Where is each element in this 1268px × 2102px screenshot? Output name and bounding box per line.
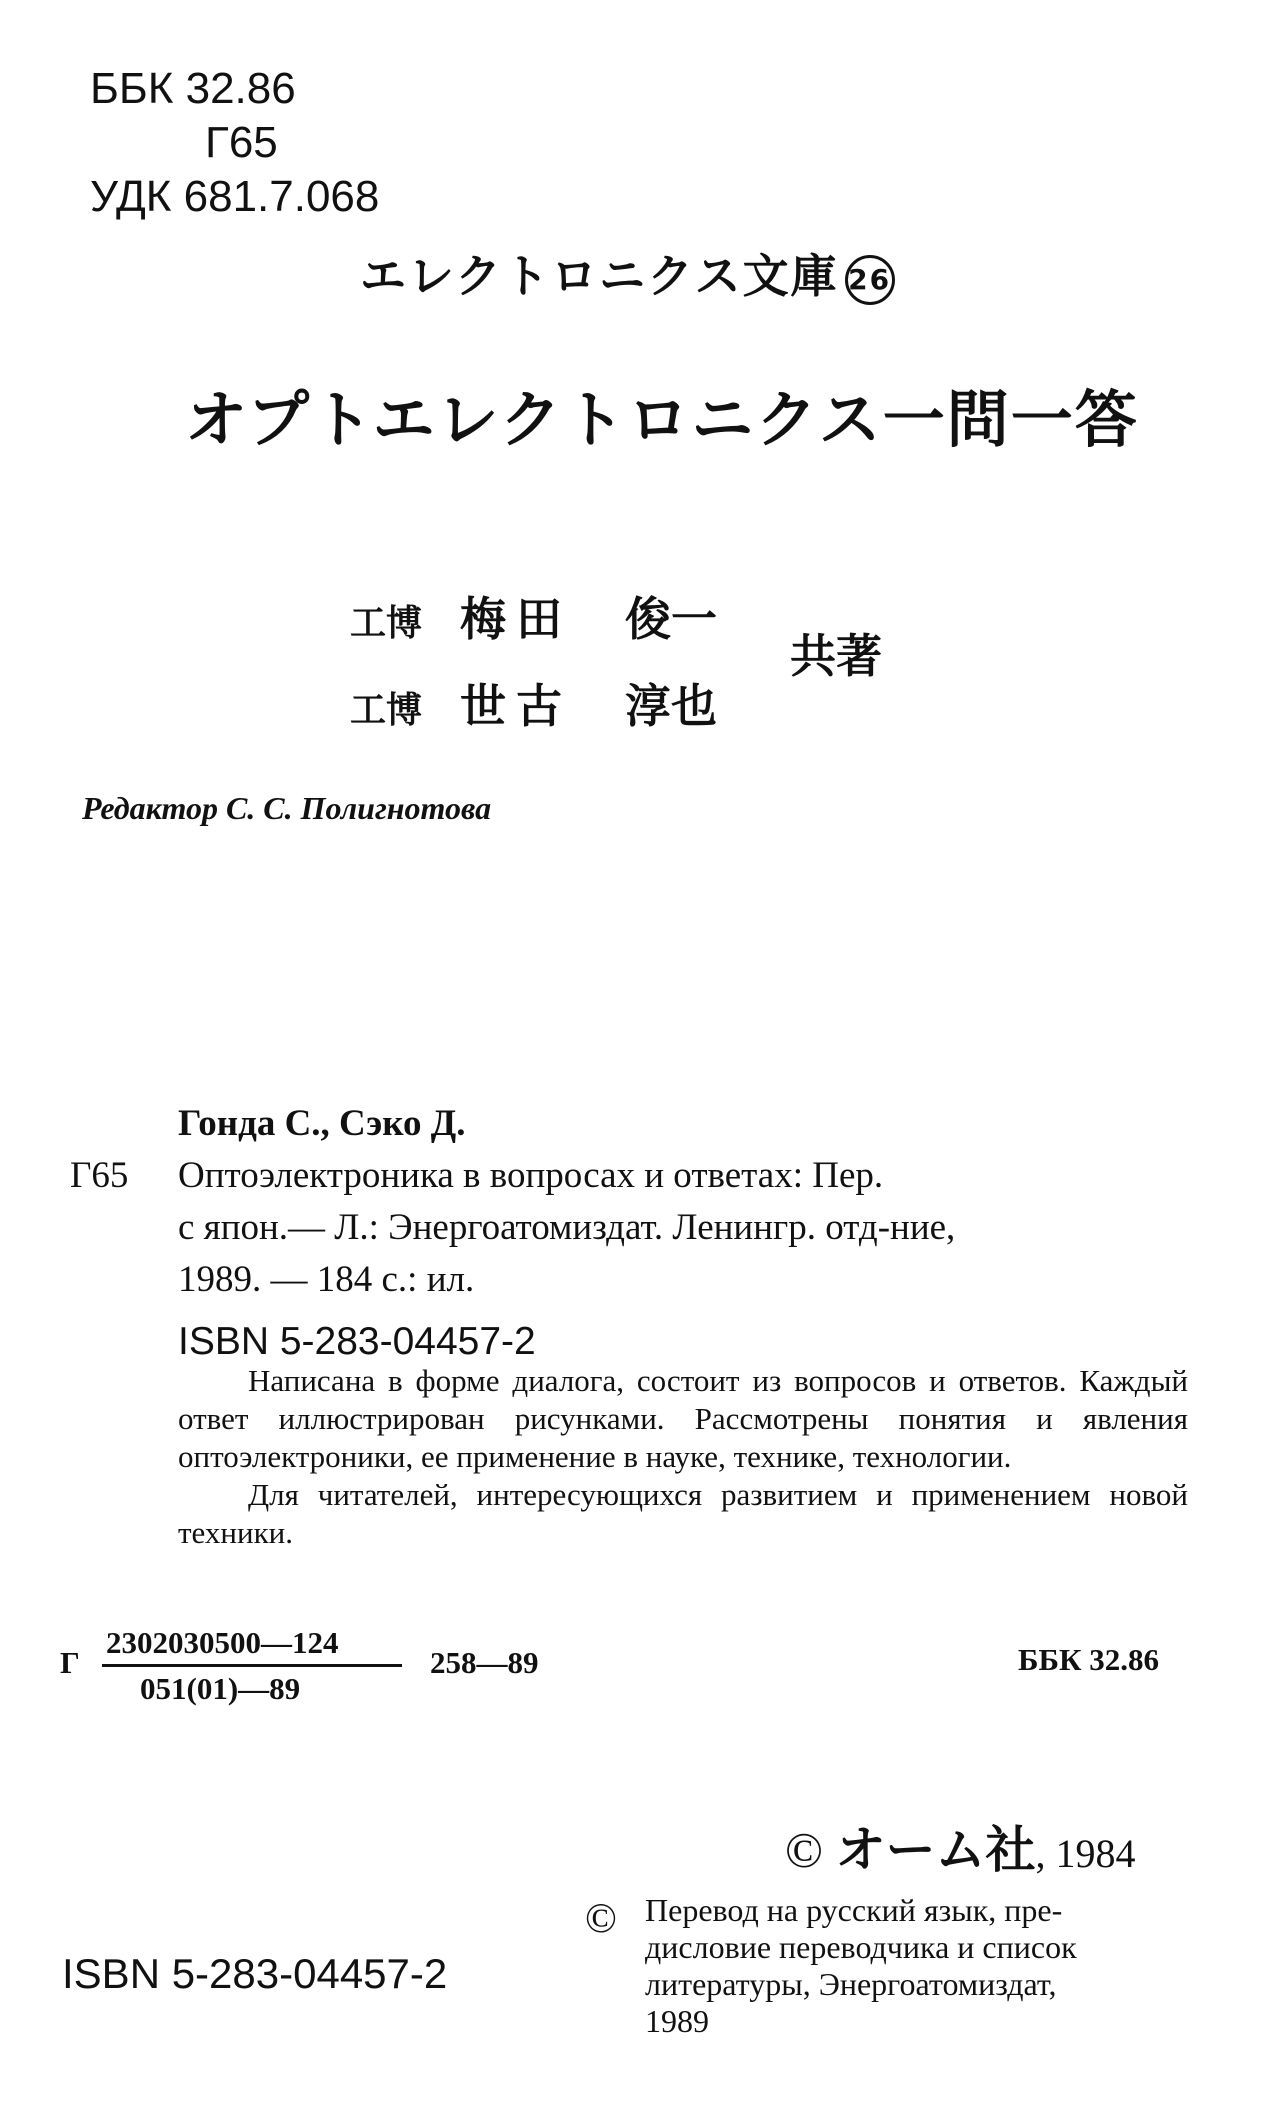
copyright-original bbox=[785, 1810, 1136, 1882]
copyright-icon: © bbox=[785, 1822, 823, 1878]
translation-line-2: дисловие переводчика и список bbox=[645, 1929, 1077, 1965]
imprint-denominator: 051(01)—89 bbox=[140, 1671, 301, 1706]
imprint-letter: Г bbox=[60, 1645, 80, 1680]
series-number: 26 bbox=[845, 255, 895, 305]
isbn-bottom: ISBN 5-283-04457-2 bbox=[62, 1950, 448, 1997]
abstract bbox=[178, 1362, 1188, 1552]
abstract-paragraph-1: Написана в форме диалога, состоит из вопросов и ответов. Каждый ответ иллюстрирован рисунками. Рассмотрены понятия и явления оптоэлектроники, ее применение в науке, технике, технологии. bbox=[178, 1363, 1188, 1474]
classification-block bbox=[90, 62, 379, 224]
imprint-numerator: 2302030500—124 bbox=[102, 1625, 402, 1667]
coauthors-label: 共著 bbox=[790, 629, 882, 683]
editor-credit: Редактор С. С. Полигнотова bbox=[82, 790, 492, 826]
catalog-isbn: ISBN 5-283-04457-2 bbox=[178, 1320, 536, 1363]
author-2-surname: 世古 bbox=[460, 679, 572, 733]
bbk-code: ББК 32.86 bbox=[90, 64, 296, 113]
catalog-entry bbox=[70, 1098, 956, 1368]
udk-code: УДК 681.7.068 bbox=[90, 172, 380, 221]
author-1-given: 俊一 bbox=[625, 592, 717, 646]
original-publisher: オーム社 bbox=[835, 1821, 1036, 1879]
original-year: , 1984 bbox=[1035, 1831, 1136, 1876]
author-1-surname: 梅田 bbox=[460, 592, 572, 646]
imprint-tail: 258—89 bbox=[430, 1645, 539, 1680]
copyright-translation-icon: © bbox=[585, 1896, 617, 1942]
author-1-degree: 工博 bbox=[350, 603, 423, 644]
series-name: エレクトロニクス文庫 bbox=[360, 249, 839, 303]
catalog-line-2: с япон.— Л.: Энергоатомиздат. Ленингр. отд-ние, bbox=[178, 1207, 956, 1248]
translation-line-3: литературы, Энергоатомиздат, bbox=[645, 1966, 1057, 2002]
copyright-translation bbox=[645, 1892, 1077, 2040]
imprint-bbk: ББК 32.86 bbox=[1018, 1642, 1159, 1677]
translation-line-4: 1989 bbox=[645, 2003, 709, 2039]
author-line-2 bbox=[350, 665, 717, 752]
author-2-given: 淳也 bbox=[625, 679, 717, 733]
author-2-degree: 工博 bbox=[350, 690, 423, 731]
author-line-1 bbox=[350, 578, 717, 665]
catalog-authors: Гонда С., Сэко Д. bbox=[178, 1103, 466, 1144]
catalog-line-1: Оптоэлектроника в вопросах и ответах: Пер. bbox=[178, 1155, 884, 1196]
catalog-line-3: 1989. — 184 с.: ил. bbox=[178, 1259, 475, 1300]
abstract-paragraph-2: Для читателей, интересующихся развитием и применением новой техники. bbox=[178, 1477, 1188, 1550]
japanese-authors bbox=[350, 578, 717, 752]
catalog-code: Г65 bbox=[70, 1155, 129, 1196]
japanese-title: オプトエレクトロニクス一問一答 bbox=[185, 383, 1139, 456]
series-title bbox=[360, 240, 895, 306]
translation-line-1: Перевод на русский язык, пре- bbox=[645, 1892, 1063, 1928]
author-mark: Г65 bbox=[205, 118, 278, 167]
